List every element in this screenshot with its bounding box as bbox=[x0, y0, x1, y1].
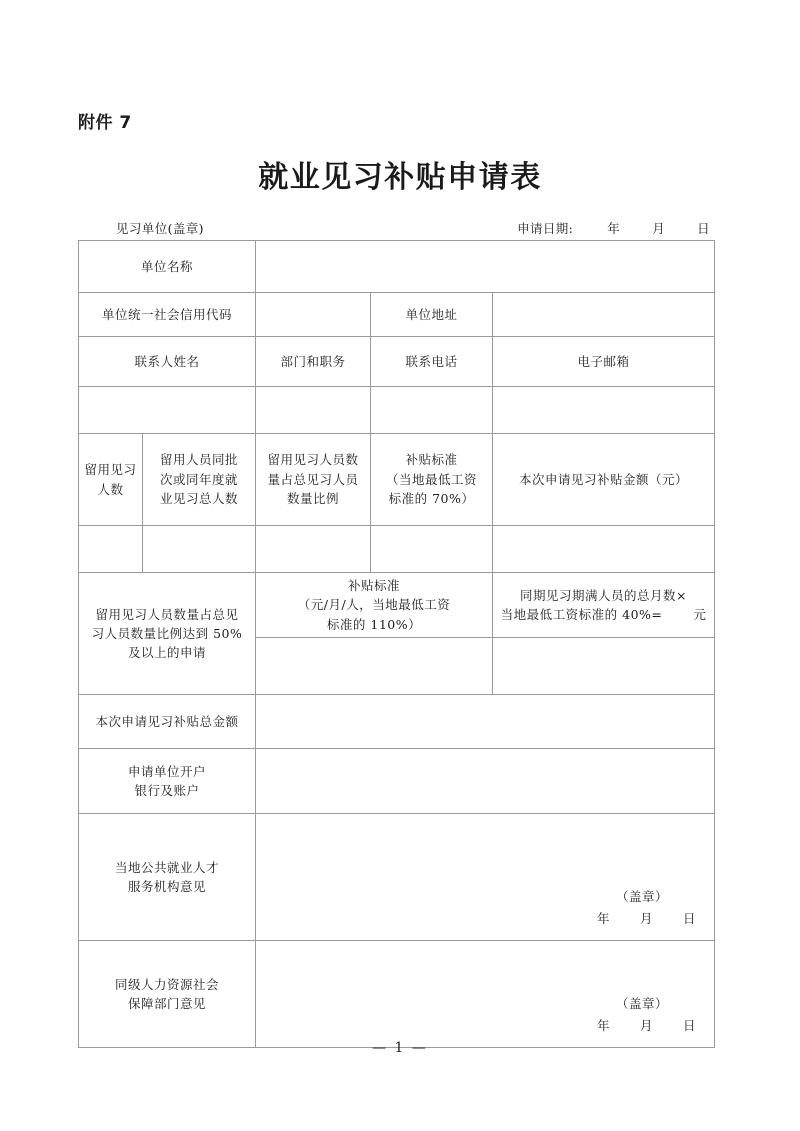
label-contact-email: 电子邮箱 bbox=[493, 337, 715, 387]
label-bank-account bbox=[79, 749, 256, 814]
label-retained-count bbox=[79, 434, 143, 526]
label-subsidy-standard-70-line1: 补贴标准 bbox=[405, 452, 458, 468]
label-retained-count-text: 留用见习人数 bbox=[84, 462, 137, 497]
label-retained-total bbox=[143, 434, 256, 526]
label-apply-amount: 本次申请见习补贴金额（元） bbox=[493, 434, 715, 526]
field-subsidy-standard-70[interactable] bbox=[371, 526, 493, 573]
label-bank-account-line2: 银行及账户 bbox=[134, 783, 200, 799]
field-contact-phone[interactable] bbox=[371, 387, 493, 434]
hrss-opinion-day: 日 bbox=[683, 1017, 697, 1033]
label-agency-opinion-line2: 服务机构意见 bbox=[128, 879, 207, 895]
field-apply-amount[interactable] bbox=[493, 526, 715, 573]
label-subsidy-standard-110-line1: 补贴标准 bbox=[348, 578, 401, 593]
apply-date-day: 日 bbox=[697, 221, 710, 236]
table-row-fifty-percent-headers bbox=[79, 573, 715, 638]
label-bank-account-line1: 申请单位开户 bbox=[128, 763, 207, 779]
label-retained-ratio-line1: 留用见习人员数 bbox=[267, 452, 359, 468]
field-contact-email[interactable] bbox=[493, 387, 715, 434]
field-contact-name[interactable] bbox=[79, 387, 256, 434]
label-fifty-percent-line2: 习人员数量比例达到 50% bbox=[91, 625, 243, 641]
label-credit-code: 单位统一社会信用代码 bbox=[79, 293, 256, 337]
field-total-amount[interactable] bbox=[256, 695, 715, 749]
hrss-opinion-stamp-label: （盖章） bbox=[616, 995, 669, 1011]
attachment-label: 附件 7 bbox=[78, 113, 132, 133]
label-fifty-percent-line1: 留用见习人员数量占总见 bbox=[95, 606, 239, 622]
page-title: 就业见习补贴申请表 bbox=[258, 160, 542, 195]
form-meta-row bbox=[78, 219, 714, 237]
label-retained-ratio bbox=[256, 434, 371, 526]
label-contact-department: 部门和职务 bbox=[256, 337, 371, 387]
unit-seal-label: 见习单位(盖章) bbox=[116, 221, 204, 236]
agency-opinion-date bbox=[597, 909, 696, 928]
label-subsidy-standard-70 bbox=[371, 434, 493, 526]
field-unit-name[interactable] bbox=[256, 241, 715, 293]
label-hrss-opinion-line2: 保障部门意见 bbox=[128, 996, 207, 1012]
label-fifty-percent-condition bbox=[79, 573, 256, 695]
field-subsidy-standard-110[interactable] bbox=[256, 638, 493, 695]
field-credit-code[interactable] bbox=[256, 293, 371, 337]
label-hrss-opinion bbox=[79, 941, 256, 1048]
field-unit-address[interactable] bbox=[493, 293, 715, 337]
page-number-footer: — 1 — bbox=[372, 1040, 428, 1056]
field-bank-account[interactable] bbox=[256, 749, 715, 814]
field-formula-forty-percent[interactable] bbox=[493, 638, 715, 695]
label-formula-forty-percent bbox=[493, 573, 715, 638]
apply-date-month: 月 bbox=[652, 221, 666, 236]
table-row-total-amount bbox=[79, 695, 715, 749]
agency-opinion-month: 月 bbox=[640, 910, 654, 926]
table-row-contact-values bbox=[79, 387, 715, 434]
label-unit-address: 单位地址 bbox=[371, 293, 493, 337]
label-unit-name: 单位名称 bbox=[79, 241, 256, 293]
label-retained-ratio-line3: 数量比例 bbox=[287, 491, 340, 507]
hrss-opinion-date bbox=[597, 1016, 696, 1035]
label-formula-unit: 元 bbox=[693, 607, 707, 623]
table-row-contact-headers bbox=[79, 337, 715, 387]
label-retained-total-line2: 次或同年度就 bbox=[160, 471, 239, 487]
label-subsidy-standard-110 bbox=[256, 573, 493, 638]
label-subsidy-standard-70-line3: 标准的 70%） bbox=[388, 491, 475, 507]
label-formula-line2-text: 当地最低工资标准的 40%= bbox=[500, 607, 663, 623]
label-subsidy-standard-70-line2: （当地最低工资 bbox=[386, 471, 478, 487]
label-subsidy-standard-110-line3: 标准的 110%） bbox=[326, 616, 422, 632]
agency-opinion-year: 年 bbox=[597, 910, 611, 926]
label-fifty-percent-line3: 及以上的申请 bbox=[128, 645, 207, 661]
table-row-retained-values bbox=[79, 526, 715, 573]
label-retained-ratio-line2: 量占总见习人员 bbox=[267, 471, 359, 487]
label-formula-line1: 同期见习期满人员的总月数× bbox=[520, 587, 688, 603]
label-agency-opinion bbox=[79, 814, 256, 941]
label-formula-line2 bbox=[498, 605, 709, 624]
table-row-retained-headers bbox=[79, 434, 715, 526]
field-contact-department[interactable] bbox=[256, 387, 371, 434]
apply-date-group bbox=[517, 219, 710, 237]
apply-date-label: 申请日期: bbox=[517, 221, 574, 236]
hrss-opinion-year: 年 bbox=[597, 1017, 611, 1033]
table-row-bank-account bbox=[79, 749, 715, 814]
subsidy-application-table bbox=[78, 240, 715, 1048]
field-retained-count[interactable] bbox=[79, 526, 143, 573]
agency-opinion-day: 日 bbox=[683, 910, 697, 926]
field-agency-opinion[interactable] bbox=[256, 814, 715, 941]
label-hrss-opinion-line1: 同级人力资源社会 bbox=[115, 976, 220, 992]
label-retained-total-line1: 留用人员同批 bbox=[160, 452, 239, 468]
hrss-opinion-month: 月 bbox=[640, 1017, 654, 1033]
field-retained-ratio[interactable] bbox=[256, 526, 371, 573]
apply-date-year: 年 bbox=[607, 221, 621, 236]
label-retained-total-line3: 业见习总人数 bbox=[160, 491, 239, 507]
table-row-hrss-opinion bbox=[79, 941, 715, 1048]
label-contact-name: 联系人姓名 bbox=[79, 337, 256, 387]
label-subsidy-standard-110-line2: （元/月/人，当地最低工资 bbox=[297, 597, 451, 613]
table-row-unit-name bbox=[79, 241, 715, 293]
field-retained-total[interactable] bbox=[143, 526, 256, 573]
field-hrss-opinion[interactable] bbox=[256, 941, 715, 1048]
label-agency-opinion-line1: 当地公共就业人才 bbox=[115, 859, 220, 875]
table-row-agency-opinion bbox=[79, 814, 715, 941]
agency-opinion-stamp-label: （盖章） bbox=[616, 888, 669, 904]
table-row-credit-code bbox=[79, 293, 715, 337]
label-total-amount: 本次申请见习补贴总金额 bbox=[79, 695, 256, 749]
label-contact-phone: 联系电话 bbox=[371, 337, 493, 387]
